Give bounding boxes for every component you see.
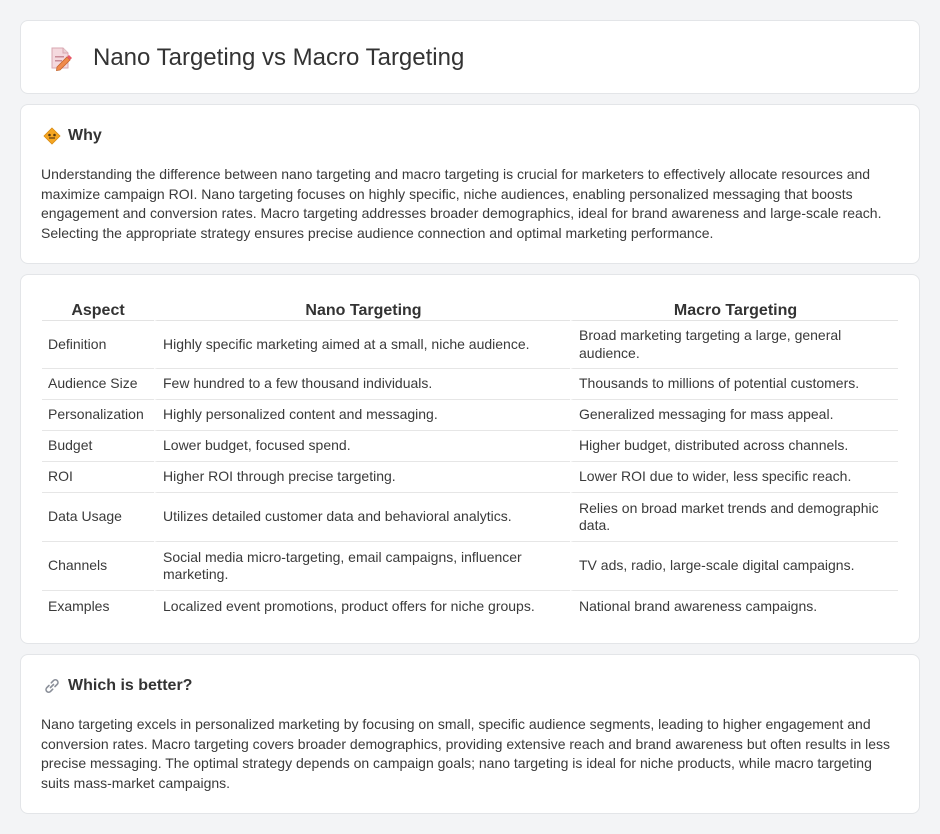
table-row: [42, 591, 898, 622]
better-heading: [43, 677, 192, 695]
document-pencil-icon: [47, 45, 73, 71]
macro-cell: Lower ROI due to wider, less specific reach.: [570, 462, 898, 493]
nano-cell: Higher ROI through precise targeting.: [154, 462, 570, 493]
macro-cell: TV ads, radio, large-scale digital campaigns.: [570, 542, 898, 591]
nano-cell: Lower budget, focused spend.: [154, 431, 570, 462]
macro-cell: National brand awareness campaigns.: [570, 591, 898, 622]
page-title: Nano Targeting vs Macro Targeting: [93, 44, 465, 71]
link-icon: [43, 677, 61, 695]
which-better-section: [20, 654, 920, 814]
nano-cell: Social media micro-targeting, email campaigns, influencer marketing.: [154, 542, 570, 591]
aspect-cell: Definition: [42, 321, 154, 369]
aspect-cell: Data Usage: [42, 493, 154, 542]
nano-cell: Highly personalized content and messaging.: [154, 400, 570, 431]
header-card: [20, 20, 920, 94]
table-row: [42, 321, 898, 369]
table-header-row: [42, 295, 898, 321]
aspect-cell: Budget: [42, 431, 154, 462]
why-heading: [43, 127, 102, 145]
better-paragraph: Nano targeting excels in personalized marketing by focusing on small, specific audience segments, leading to higher engagement and conversion rates. Macro targeting covers broader demographics, providing extensive reach and brand awareness but often results in less precise messaging. The optimal strategy depends on campaign goals; nano targeting is ideal for niche products, while macro targeting suits mass-market campaigns.: [41, 716, 891, 791]
header-aspect: Aspect: [42, 295, 154, 321]
aspect-cell: Examples: [48, 597, 110, 614]
macro-cell: Relies on broad market trends and demographic data.: [570, 493, 898, 542]
title-row: [47, 44, 464, 72]
comparison-section: [20, 274, 920, 644]
macro-cell: Generalized messaging for mass appeal.: [570, 400, 898, 431]
aspect-cell: Audience Size: [42, 369, 154, 400]
why-section: [20, 104, 920, 264]
nano-cell: Utilizes detailed customer data and behavioral analytics.: [154, 493, 570, 542]
better-title: Which is better?: [68, 677, 193, 694]
table-row: [42, 542, 898, 591]
why-paragraph: Understanding the difference between nano targeting and macro targeting is crucial for marketers to effectively allocate resources and maximize campaign ROI. Nano targeting focuses on highly specific, niche audiences, enabling personalized messaging that boosts engagement and conversion rates. Macro targeting addresses broader demographics, ideal for brand awareness and large-scale reach. Selecting the appropriate strategy ensures precise audience connection and optimal marketing performance.: [41, 166, 882, 241]
header-nano: Nano Targeting: [154, 295, 570, 321]
nano-cell: Highly specific marketing aimed at a small, niche audience.: [154, 321, 570, 369]
macro-cell: Thousands to millions of potential customers.: [570, 369, 898, 400]
table-row: [42, 462, 898, 493]
table-row: [42, 493, 898, 542]
aspect-cell: Personalization: [42, 400, 154, 431]
table-row: [42, 369, 898, 400]
aspect-cell: Channels: [42, 542, 154, 591]
header-macro: Macro Targeting: [570, 295, 898, 321]
macro-cell: Higher budget, distributed across channels.: [570, 431, 898, 462]
diamond-sign-icon: [43, 127, 61, 145]
macro-cell: Broad marketing targeting a large, general audience.: [570, 321, 898, 369]
nano-cell: Localized event promotions, product offers for niche groups.: [154, 591, 570, 622]
nano-cell: Few hundred to a few thousand individuals.: [154, 369, 570, 400]
why-title: Why: [68, 127, 102, 144]
aspect-cell: ROI: [42, 462, 154, 493]
table-row: [42, 431, 898, 462]
comparison-table: [42, 295, 898, 622]
table-row: [42, 400, 898, 431]
